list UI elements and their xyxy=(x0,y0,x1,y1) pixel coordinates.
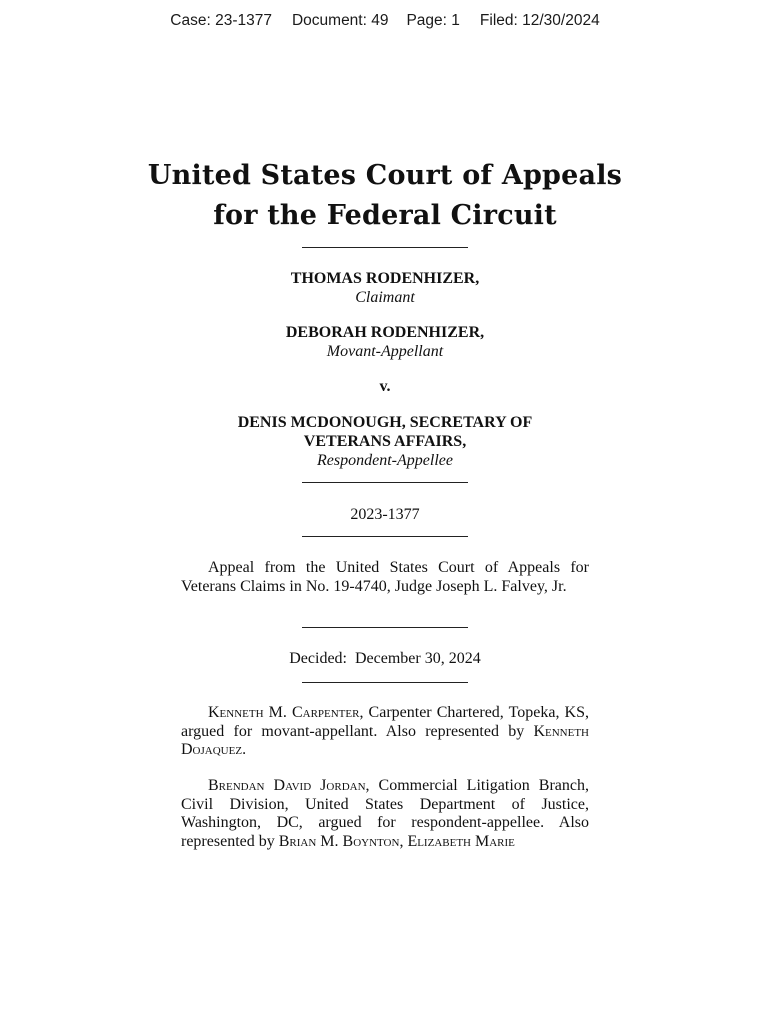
counsel-name: Brendan David Jordan xyxy=(208,777,366,794)
court-title-line1: United States Court of Appeals xyxy=(147,160,623,191)
counsel-paragraph-appellee: Brendan David Jordan, Commercial Litigation Branch, Civil Division, United States Department of Justice, Washington, DC, argued for respondent-appellee. Also represented by Brian M. Boynton, Elizabeth Marie xyxy=(181,777,589,850)
docket-number: 2023-1377 xyxy=(350,506,420,523)
counsel-name: Brian M. Boynton xyxy=(278,832,400,850)
counsel-paragraph-appellant: Kenneth M. Carpenter, Carpenter Chartered, Topeka, KS, argued for movant-appellant. Also represented by Kenneth Dojaquez. xyxy=(181,704,590,758)
page-number: Page: 1 xyxy=(406,12,460,29)
party-role: Respondent-Appellee xyxy=(317,452,453,469)
party-name: THOMAS RODENHIZER, xyxy=(290,270,480,287)
party-role: Claimant xyxy=(355,289,415,306)
divider xyxy=(302,536,468,537)
party-name: DENIS MCDONOUGH, SECRETARY OF xyxy=(237,414,533,431)
party-name: DEBORAH RODENHIZER, xyxy=(285,324,485,341)
party-appellant xyxy=(0,323,770,361)
case-number: Case: 23-1377 xyxy=(170,12,272,29)
party-appellee xyxy=(0,413,770,470)
counsel-name: Elizabeth Marie xyxy=(407,832,515,850)
filed-date: Filed: 12/30/2024 xyxy=(479,12,600,29)
party-claimant xyxy=(0,269,770,307)
divider xyxy=(302,482,468,483)
party-role: Movant-Appellant xyxy=(326,343,444,360)
versus: v. xyxy=(379,378,391,395)
divider xyxy=(302,247,468,248)
document-number: Document: 49 xyxy=(291,12,389,29)
counsel-name: Kenneth Dojaquez xyxy=(181,722,589,758)
decided-date: Decided: December 30, 2024 xyxy=(289,650,481,667)
case-header xyxy=(0,12,770,30)
divider xyxy=(302,627,468,628)
divider xyxy=(302,682,468,683)
counsel-name: Kenneth M. Carpenter xyxy=(208,704,360,721)
court-title-line2: for the Federal Circuit xyxy=(213,200,557,231)
party-name: VETERANS AFFAIRS, xyxy=(303,433,467,450)
court-title xyxy=(0,156,770,236)
appeal-paragraph: Appeal from the United States Court of Appeals for Veterans Claims in No. 19-4740, Judge Joseph L. Falvey, Jr. xyxy=(181,559,589,595)
